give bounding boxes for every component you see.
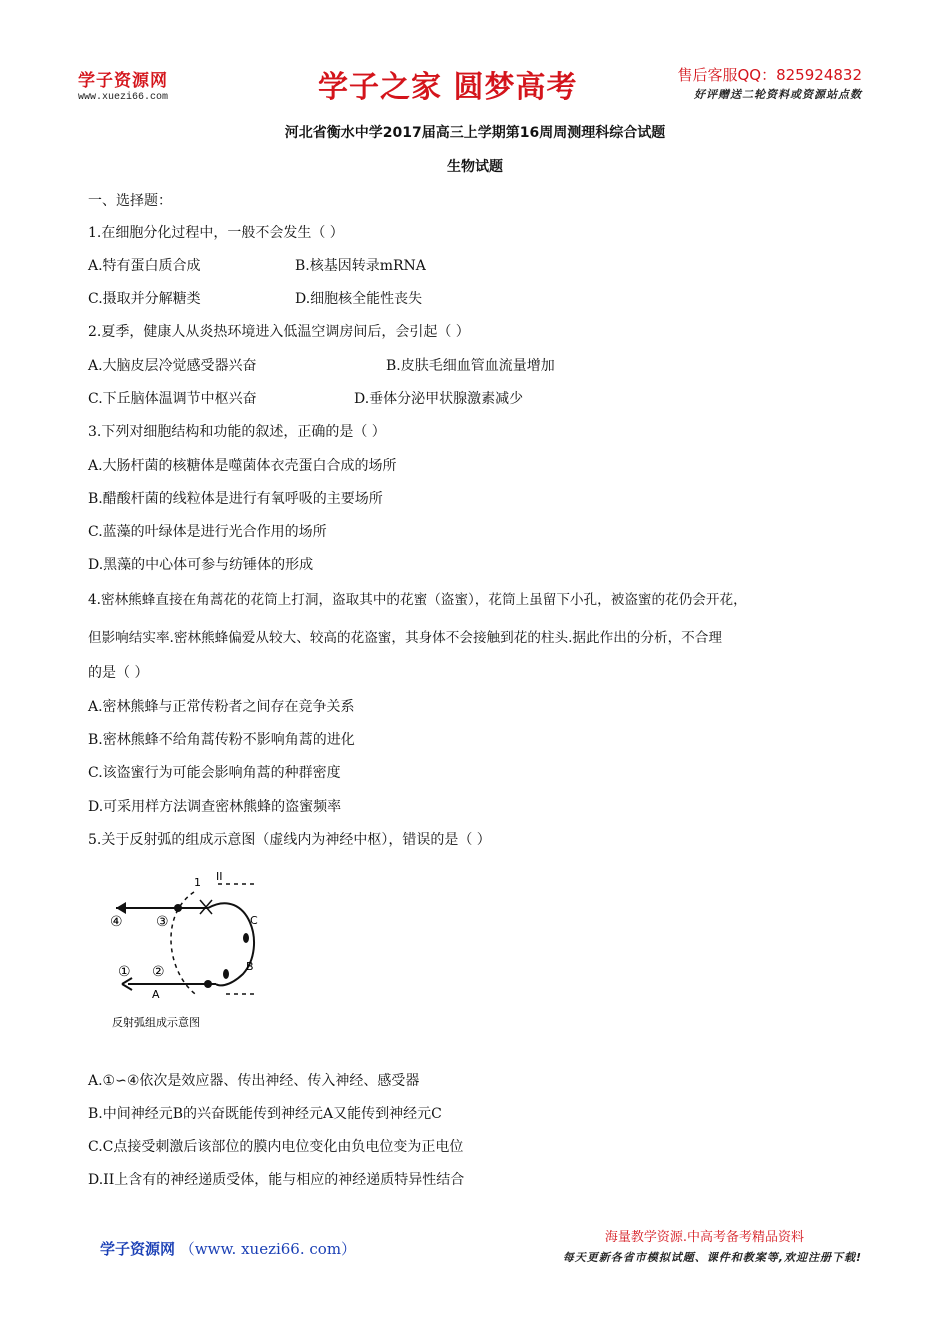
q2-option-c: C.下丘脑体温调节中枢兴奋 xyxy=(88,391,257,407)
neuron-soma-right xyxy=(243,933,249,943)
label-c: C xyxy=(250,914,258,927)
label-circle-3: ③ xyxy=(156,914,169,930)
question-4-line-1: 4.密林熊蜂直接在角蒿花的花筒上打洞，盗取其中的花蜜（盗蜜），花筒上虽留下小孔，被盗蜜的花仍会开花， xyxy=(88,592,747,608)
label-a: A xyxy=(152,988,160,1001)
q1-option-c: C.摄取并分解糖类 xyxy=(88,291,201,307)
synapse-knob xyxy=(204,980,212,988)
q3-option-a: A.大肠杆菌的核糖体是噬菌体衣壳蛋白合成的场所 xyxy=(88,458,397,474)
question-5: 5.关于反射弧的组成示意图（虚线内为神经中枢），错误的是（ ） xyxy=(88,832,491,848)
q3-option-b: B.醋酸杆菌的线粒体是进行有氧呼吸的主要场所 xyxy=(88,491,383,507)
q3-option-c: C.蓝藻的叶绿体是进行光合作用的场所 xyxy=(88,524,327,540)
q2-option-b: B.皮肤毛细血管血流量增加 xyxy=(386,358,555,374)
q5-option-a: A.①∽④依次是效应器、传出神经、传入神经、感受器 xyxy=(88,1073,420,1089)
footer-url[interactable]: （www. xuezi66. com） xyxy=(179,1240,357,1258)
q1-option-b: B.核基因转录mRNA xyxy=(295,258,426,274)
question-2: 2.夏季，健康人从炎热环境进入低温空调房间后，会引起（ ） xyxy=(88,324,470,340)
q5-option-b: B.中间神经元B的兴奋既能传到神经元A又能传到神经元C xyxy=(88,1106,442,1122)
brand-url: www.xuezi66.com xyxy=(78,92,169,103)
page-header xyxy=(0,0,950,110)
footer-promo-title: 海量教学资源.中高考备考精品资料 xyxy=(604,1230,804,1245)
diagram-caption: 反射弧组成示意图 xyxy=(112,1016,200,1029)
nerve-circle xyxy=(208,903,254,985)
label-ii: II xyxy=(216,870,223,883)
label-circle-1: ① xyxy=(118,964,131,980)
footer-promo xyxy=(563,1226,862,1265)
q4-option-b: B.密林熊蜂不给角蒿传粉不影响角蒿的进化 xyxy=(88,732,355,748)
label-1: 1 xyxy=(194,876,201,889)
brand-name: 学子资源网 xyxy=(78,71,168,91)
effector-arrow xyxy=(116,902,126,914)
service-note: 好评赠送二轮资料或资源站点数 xyxy=(694,88,862,101)
reflex-arc-diagram xyxy=(108,866,278,1036)
q4-option-c: C.该盗蜜行为可能会影响角蒿的种群密度 xyxy=(88,765,341,781)
question-4-line-2: 但影响结实率.密林熊蜂偏爱从较大、较高的花盗蜜，其身体不会接触到花的柱头.据此作出的分析，不合理 xyxy=(88,630,722,646)
exam-subtitle: 生物试题 xyxy=(447,159,503,175)
section-heading: 一、选择题： xyxy=(88,193,172,209)
label-b: B xyxy=(246,960,254,973)
q1-option-a: A.特有蛋白质合成 xyxy=(88,258,201,274)
q2-option-d: D.垂体分泌甲状腺激素减少 xyxy=(354,391,524,407)
label-circle-4: ④ xyxy=(110,914,123,930)
label-circle-2: ② xyxy=(152,964,165,980)
q5-option-c: C.C点接受刺激后该部位的膜内电位变化由负电位变为正电位 xyxy=(88,1139,464,1155)
service-qq: 售后客服QQ：825924832 xyxy=(677,66,862,84)
footer-brand[interactable] xyxy=(100,1238,356,1259)
footer-brand-name: 学子资源网 xyxy=(100,1240,176,1258)
neuron-soma-upper xyxy=(174,904,182,912)
q4-option-a: A.密林熊蜂与正常传粉者之间存在竞争关系 xyxy=(88,699,355,715)
q5-option-d: D.II上含有的神经递质受体，能与相应的神经递质特异性结合 xyxy=(88,1172,465,1188)
question-4-line-3: 的是（ ） xyxy=(88,665,149,681)
footer-promo-sub: 每天更新各省市模拟试题、课件和教案等,欢迎注册下载! xyxy=(562,1251,862,1264)
header-slogan: 学子之家 圆梦高考 xyxy=(318,70,578,105)
q1-option-d: D.细胞核全能性丧失 xyxy=(295,291,423,307)
question-3: 3.下列对细胞结构和功能的叙述，正确的是（ ） xyxy=(88,424,386,440)
question-1: 1.在细胞分化过程中，一般不会发生（ ） xyxy=(88,225,344,241)
q4-option-d: D.可采用样方法调查密林熊蜂的盗蜜频率 xyxy=(88,799,342,815)
exam-title: 河北省衡水中学2017届高三上学期第16周周测理科综合试题 xyxy=(284,125,666,141)
q2-option-a: A.大脑皮层冷觉感受器兴奋 xyxy=(88,358,257,374)
brand-logo[interactable] xyxy=(78,66,198,103)
neuron-soma-lower xyxy=(223,969,229,979)
q3-option-d: D.黑藻的中心体可参与纺锤体的形成 xyxy=(88,557,314,573)
